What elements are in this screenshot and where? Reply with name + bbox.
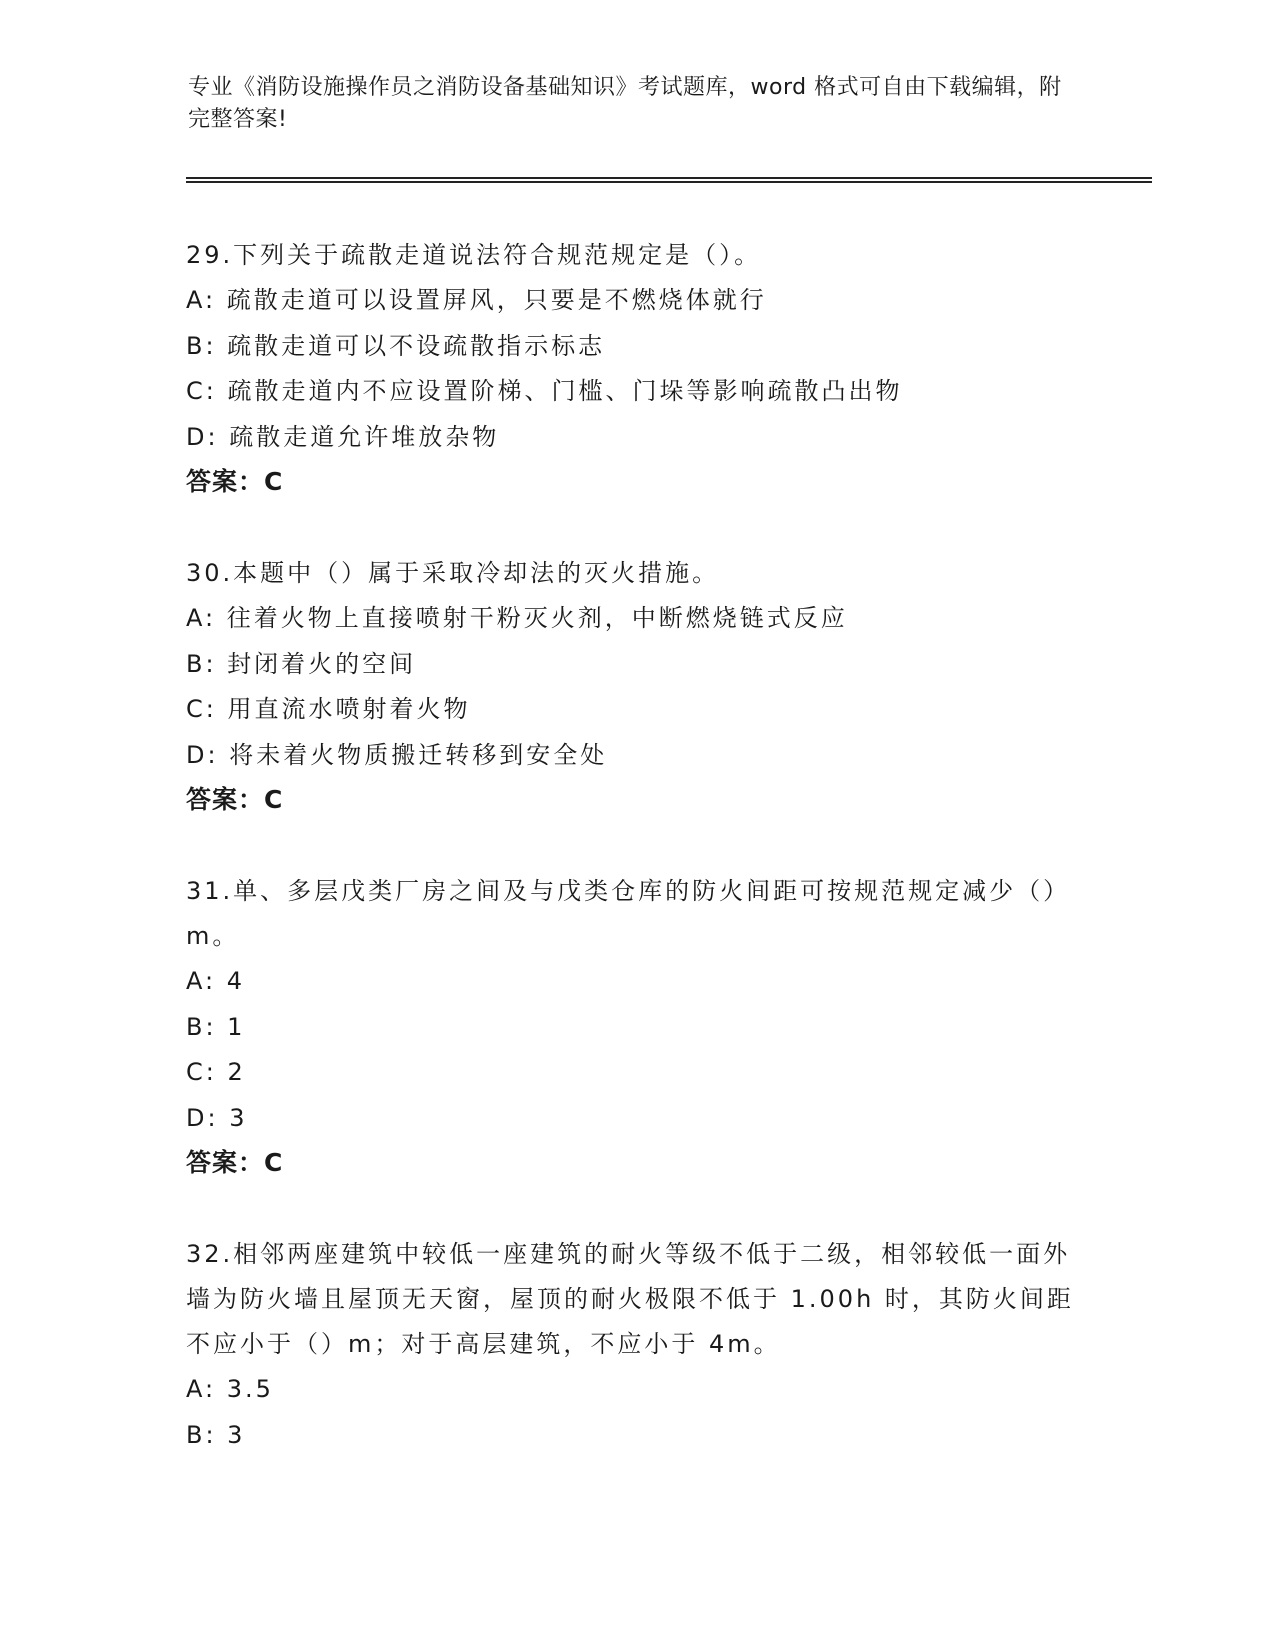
answer: 答案：C	[186, 785, 284, 814]
answer: 答案：C	[186, 467, 284, 496]
option-b: B: 疏散走道可以不设疏散指示标志	[186, 331, 606, 360]
option-b: B: 1	[186, 1012, 246, 1041]
option-c: C: 疏散走道内不应设置阶梯、门槛、门垛等影响疏散凸出物	[186, 377, 903, 405]
question-29	[186, 233, 1086, 504]
question-stem: 31.单、多层戊类厂房之间及与戊类仓库的防火间距可按规范规定减少（）m。	[186, 877, 1071, 950]
question-list	[186, 233, 1086, 1458]
question-stem: 32.相邻两座建筑中较低一座建筑的耐火等级不低于二级，相邻较低一面外墙为防火墙且屋顶无天窗，屋顶的耐火极限不低于 1.00h 时，其防火间距不应小于（）m；对于高层建筑，不应小于 4m。	[186, 1240, 1074, 1358]
question-stem: 30.本题中（）属于采取冷却法的灭火措施。	[186, 559, 720, 587]
option-d: D: 疏散走道允许堆放杂物	[186, 422, 500, 451]
option-c: C: 用直流水喷射着火物	[186, 695, 471, 723]
option-c: C: 2	[186, 1058, 246, 1086]
option-a: A: 往着火物上直接喷射干粉灭火剂，中断燃烧链式反应	[186, 604, 848, 632]
option-b: B: 封闭着火的空间	[186, 649, 417, 678]
question-30	[186, 551, 1086, 822]
option-a: A: 4	[186, 967, 245, 995]
question-32	[186, 1232, 1086, 1458]
question-31	[186, 869, 1086, 1185]
page-header: 专业《消防设施操作员之消防设备基础知识》考试题库，word 格式可自由下载编辑，附完整答案!	[188, 75, 1062, 132]
option-b: B: 3	[186, 1420, 246, 1449]
option-a: A: 疏散走道可以设置屏风，只要是不燃烧体就行	[186, 286, 767, 314]
header-divider	[186, 177, 1152, 183]
option-d: D: 3	[186, 1103, 248, 1132]
option-a: A: 3.5	[186, 1375, 274, 1403]
answer: 答案：C	[186, 1148, 284, 1177]
option-d: D: 将未着火物质搬迁转移到安全处	[186, 740, 608, 769]
question-stem: 29.下列关于疏散走道说法符合规范规定是（）。	[186, 241, 762, 269]
